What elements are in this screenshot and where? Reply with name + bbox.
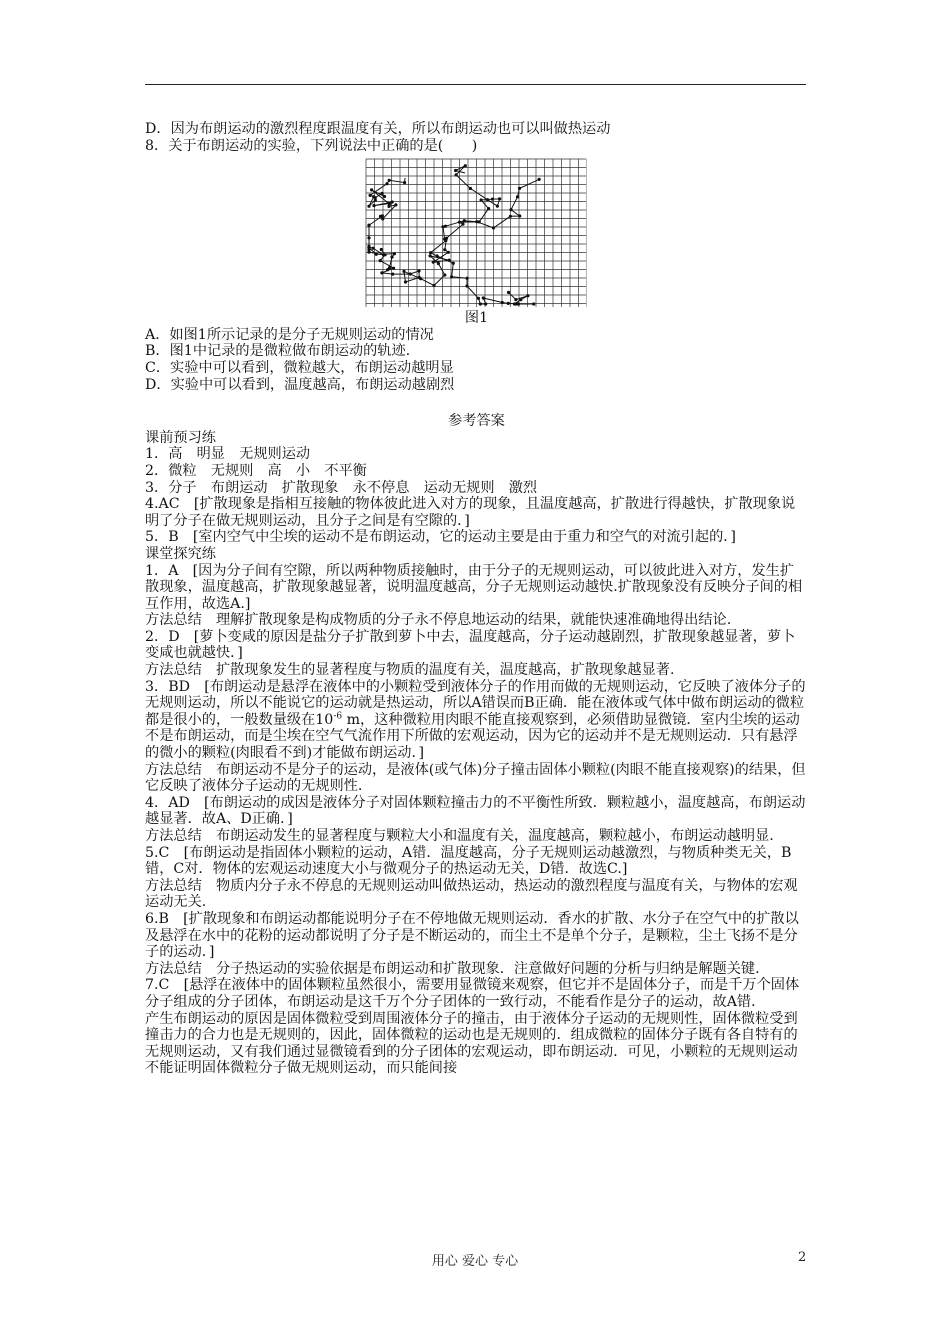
trajectory-point [464,164,467,167]
trajectory-point [379,259,382,262]
trajectory-point [367,224,370,227]
trajectory-point [374,196,377,199]
figure-1 [145,158,808,310]
trajectory-point [429,254,432,257]
header-rule [145,84,806,85]
trajectory-point [444,239,447,242]
figure-caption: 图1 [464,310,489,327]
trajectory-point [465,285,468,288]
page-content [145,121,808,1077]
method-summary-1: 方法总结 理解扩散现象是构成物质的分子永不停息地运动的结果，就能快速准确地得出结论. [145,612,732,629]
trajectory-point [432,284,435,287]
trajectory-point [486,198,489,201]
trajectory-point [461,223,464,226]
trajectory-point [394,203,397,206]
footer-text: 用心 爱心 专心 [431,1254,519,1269]
trajectory-point [509,215,512,218]
section-title-preview: 课前预习练 [145,429,216,446]
trajectory-point [519,298,522,301]
q8-option-a: A．如图1所示记录的是分子无规则运动的情况 [145,326,434,343]
trajectory-point [443,248,446,251]
class-answer-3-part2: m，这种微粒用肉眼不能直接观察到，必须借助显微镜．室内尘埃的运动不是布朗运动，而是尘埃在空气气流作用下所做的宏观运动，因为它的运动并不是无规则运动．只有悬浮的微小的颗粒(肉眼看不到)才能做布朗运动．] [145,711,800,762]
trajectory-point [429,251,432,254]
trajectory-point [479,303,482,306]
q7-option-d: D．因为布朗运动的激烈程度跟温度有关，所以布朗运动也可以叫做热运动 [145,121,611,137]
trajectory-point [448,259,451,262]
trajectory-point [436,255,439,258]
class-answer-7-continued: 产生布朗运动的原因是固体微粒受到周围液体分子的撞击，由于液体分子运动的无规则性，固体微粒受到撞击力的合力也是无规则的，因此，固体微粒的运动也是无规则的．组成微粒的固体分子既有各自特有的无规则运动，又有我们通过显微镜看到的分子团体的宏观运动，即布朗运动．可见，小颗粒的无规则运动不能证明固体微粒分子做无规则运动，而只能间接 [145,1010,798,1077]
trajectory-point [463,219,466,222]
trajectory-point [501,301,504,304]
trajectory-point [372,247,375,250]
trajectory-point [367,236,370,239]
trajectory-point [514,298,517,301]
trajectory-point [404,281,407,284]
preview-answer-1: 1．高 明显 无规则运动 [145,446,311,463]
preview-answer-3: 3．分子 布朗运动 扩散现象 永不停息 运动无规则 激烈 [145,479,538,496]
method-summary-2: 方法总结 扩散现象发生的显著程度与物质的温度有关，温度越高，扩散现象越显著. [145,662,675,679]
trajectory-point [418,276,421,279]
q8-option-c: C．实验中可以看到，微粒越大，布朗运动越明显 [145,359,454,376]
method-summary-3: 方法总结 布朗运动不是分子的运动，是液体(或气体)分子撞击固体小颗粒(肉眼不能直接观察)的结果，但它反映了液体分子运动的无规则性. [145,761,806,795]
trajectory-point [477,297,480,300]
trajectory-point [538,178,541,181]
trajectory-point [381,217,384,220]
q8-option-d: D．实验中可以看到，温度越高，布朗运动越剧烈 [145,376,455,393]
method-summary-4: 方法总结 布朗运动发生的显著程度与颗粒大小和温度有关，温度越高，颗粒越小，布朗运动越明显. [145,828,774,844]
trajectory-point [498,197,501,200]
class-answer-6: 6.B [扩散现象和布朗运动都能说明分子在不停地做无规则运动．香水的扩散、水分子在空气中的扩散以及悬浮在水中的花粉的运动都说明了分子是不断运动的，而尘土不是单个分子，是颗粒，尘土飞扬不是分子的运动．] [145,910,799,961]
trajectory-point [367,251,370,254]
trajectory-point [518,215,521,218]
trajectory-point [417,270,420,273]
trajectory-point [380,248,383,251]
trajectory-point [392,267,395,270]
trajectory-point [381,192,384,195]
trajectory-point [384,253,387,256]
page-number: 2 [798,1250,807,1265]
trajectory-point [507,302,510,305]
trajectory-point [380,271,383,274]
trajectory-point [381,214,384,217]
trajectory-point [393,252,396,255]
trajectory-point [441,225,444,228]
trajectory-point [388,202,391,205]
trajectory-point [469,187,472,190]
trajectory-point [475,220,478,223]
trajectory-point [369,194,372,197]
method-summary-6: 方法总结 分子热运动的实验依据是布朗运动和扩散现象．注意做好问题的分析与归纳是解题关键. [145,960,760,977]
class-answer-3-part1: 3．BD [布朗运动是悬浮在液体中的小颗粒受到液体分子的作用而做的无规则运动，它反映了液体分子的无规则运动，所以不能说它的运动就是热运动，所以A错误而B正确．能在液体或气体中做布朗运动的微粒都是很小的，一般数量级在10 [145,678,806,728]
trajectory-point [492,226,495,229]
trajectory-point [509,208,512,211]
preview-answer-2: 2．微粒 无规则 高 小 不平衡 [145,462,367,479]
trajectory-point [370,188,373,191]
trajectory-point [518,187,521,190]
trajectory-point [385,182,388,185]
trajectory-point [452,262,455,265]
trajectory-point [383,195,386,198]
trajectory-point [513,303,516,306]
trajectory-point [391,201,394,204]
section-title-class: 课堂探究练 [145,545,216,562]
exponent: -6 [333,711,343,722]
trajectory-point [367,205,370,208]
trajectory-point [387,205,390,208]
class-answer-1: 1．A [因为分子间有空隙，所以两种物质接触时，由于分子的无规则运动，可以彼此进入对方，发生扩散现象，温度越高，扩散现象越显著，说明温度越高，分子无规则运动越快.扩散现象没有反映分子间的相互作用，故选A.] [145,562,803,612]
trajectory-point [487,207,490,210]
trajectory-point [447,251,450,254]
trajectory-point [391,273,394,276]
class-answer-4: 4．AD [布朗运动的成因是液体分子对固体颗粒撞击力的不平衡性所致．颗粒越小，温度越高，布朗运动越显著．故A、D正确．] [145,794,806,828]
trajectory-point [386,268,389,271]
trajectory-point [450,275,453,278]
trajectory-point [443,274,446,277]
answers-title: 参考答案 [448,413,505,430]
trajectory-point [496,205,499,208]
trajectory-point [367,246,370,249]
trajectory-point [402,270,405,273]
trajectory-point [466,277,469,280]
trajectory-point [507,291,510,294]
trajectory-point [480,199,483,202]
trajectory-point [455,173,458,176]
particle-trajectory-2 [380,166,499,286]
trajectory-point [388,179,391,182]
trajectory-point [532,303,535,306]
trajectory-point [409,273,412,276]
preview-answer-4: 4.AC [扩散现象是指相互接触的物体彼此进入对方的现象，且温度越高，扩散进行得越快，扩散现象说明了分子在做无规则运动，且分子之间是有空隙的．] [145,496,796,529]
trajectory-point [437,262,440,265]
trajectory-point [482,297,485,300]
trajectory-point [375,253,378,256]
trajectory-point [403,181,406,184]
trajectory-point [454,169,457,172]
brownian-trajectory-figure [365,158,587,308]
q8-option-b: B．图1中记录的是微粒做布朗运动的轨迹. [145,343,411,360]
trajectory-point [491,198,494,201]
preview-answer-5: 5．B [室内空气中尘埃的运动不是布朗运动，它的运动主要是由于重力和空气的对流引起的．] [145,529,736,546]
trajectory-point [390,256,393,259]
trajectory-point [458,221,461,224]
trajectory-point [526,294,529,297]
class-answer-5: 5.C [布朗运动是指固体小颗粒的运动，A错．温度越高，分子无规则运动越激烈，与物质种类无关，B错，C对．物体的宏观运动速度大小与微观分子的热运动无关，D错．故选C.] [145,844,792,878]
trajectory-point [372,204,375,207]
method-summary-5: 方法总结 物质内分子永不停息的无规则运动叫做热运动，热运动的激烈程度与温度有关，与物体的宏观运动无关. [145,877,798,911]
class-answer-3 [145,679,808,762]
q8-stem: 8．关于布朗运动的实验，下列说法中正确的是( ) [145,137,478,154]
trajectory-point [484,303,487,306]
class-answer-2: 2．D [萝卜变咸的原因是盐分子扩散到萝卜中去，温度越高，分子运动越剧烈，扩散现象越显著，萝卜变咸也就越快．] [145,628,796,662]
trajectory-point [516,195,519,198]
trajectory-point [432,261,435,264]
class-answer-7: 7.C [悬浮在液体中的固体颗粒虽然很小，需要用显微镜来观察，但它并不是固体分子，而是千万个固体分子组成的分子团体，布朗运动是这千万个分子团体的一致行动，不能看作是分子的运动，故A错． [145,977,800,1010]
